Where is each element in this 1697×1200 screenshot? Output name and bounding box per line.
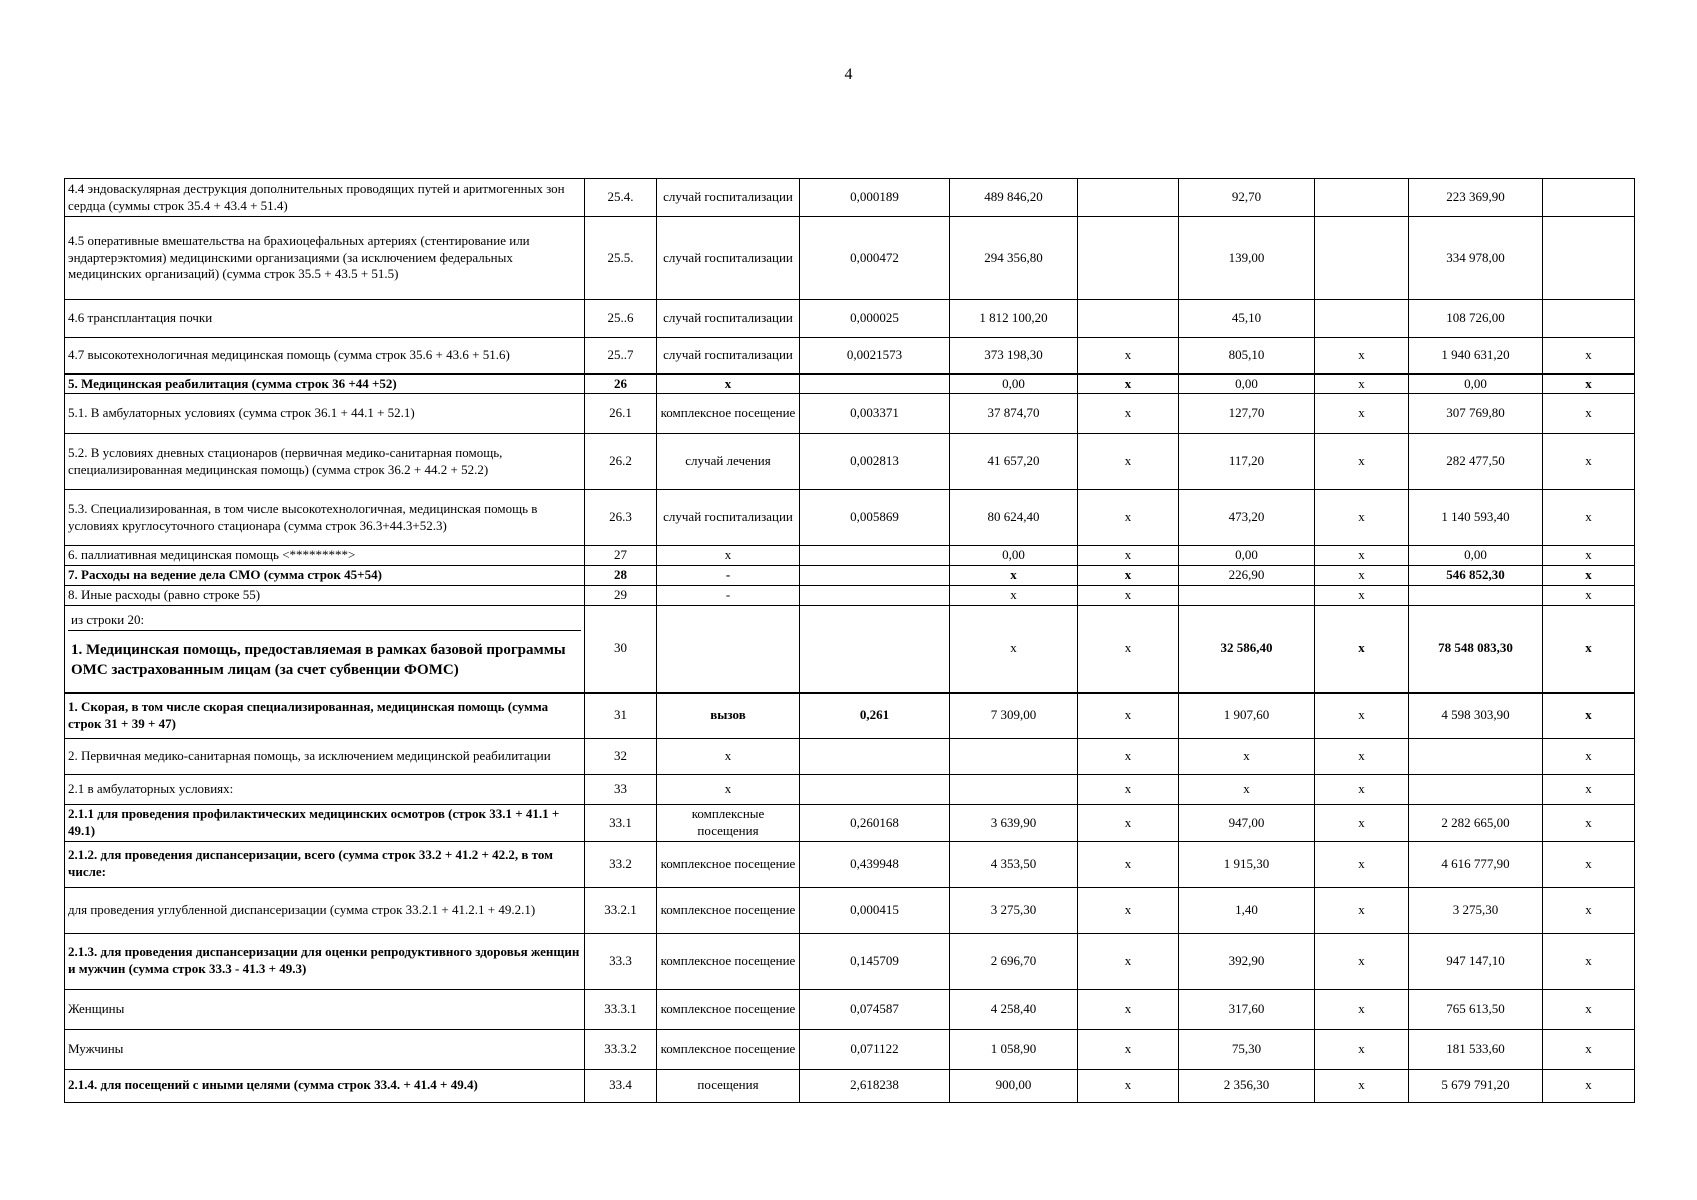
cell-cost: х [950,606,1078,693]
cell-norm: 0,439948 [800,841,950,887]
cell-c8: х [1315,338,1409,374]
cell-c10: х [1543,490,1635,546]
cell-c6: х [1078,586,1179,606]
row-name-cell [65,606,585,693]
row-name-cell: для проведения углубленной диспансеризации (сумма строк 33.2.1 + 41.2.1 + 49.2.1) [65,887,585,933]
cell-norm: 0,000025 [800,300,950,338]
cell-unit: комплексное посещение [657,887,800,933]
cell-c8 [1315,179,1409,217]
cell-code: 25.5. [585,217,657,300]
cell-unit: х [657,546,800,566]
row-name-cell: Мужчины [65,1029,585,1069]
cell-c9: 0,00 [1409,374,1543,394]
cell-norm: 0,074587 [800,989,950,1029]
cell-c8 [1315,300,1409,338]
cell-c9: 334 978,00 [1409,217,1543,300]
cell-c9: 1 140 593,40 [1409,490,1543,546]
row-name-cell: 2.1.3. для проведения диспансеризации для оценки репродуктивного здоровья женщин и мужчин (сумма строк 33.3 - 41.3 + 49.3) [65,933,585,989]
cell-cost: 900,00 [950,1069,1078,1102]
cell-cost: 4 353,50 [950,841,1078,887]
cell-c10: х [1543,374,1635,394]
cell-norm: 0,003371 [800,394,950,434]
cell-c9: 4 598 303,90 [1409,693,1543,739]
table-row [65,179,1635,217]
cell-norm [800,775,950,805]
table-row [65,887,1635,933]
row-name-cell: Женщины [65,989,585,1029]
cell-c10: х [1543,546,1635,566]
cell-c9 [1409,775,1543,805]
table-row [65,586,1635,606]
cell-code: 30 [585,606,657,693]
cell-c8: х [1315,933,1409,989]
cell-cost: 1 812 100,20 [950,300,1078,338]
cell-unit: случай лечения [657,434,800,490]
cell-c6: х [1078,546,1179,566]
row-name-cell: 2.1.2. для проведения диспансеризации, всего (сумма строк 33.2 + 41.2 + 42.2, в том числе: [65,841,585,887]
cell-c10: х [1543,586,1635,606]
cell-unit: посещения [657,1069,800,1102]
row-name-cell: 8. Иные расходы (равно строке 55) [65,586,585,606]
cell-unit: случай госпитализации [657,338,800,374]
cell-unit: х [657,775,800,805]
cell-c8: х [1315,606,1409,693]
cell-unit: случай госпитализации [657,217,800,300]
row-name-cell: 5.2. В условиях дневных стационаров (первичная медико-санитарная помощь, специализированная медицинская помощь) (сумма строк 36.2 + 44.2 + 52.2) [65,434,585,490]
cell-c9: 108 726,00 [1409,300,1543,338]
cell-norm: 0,000415 [800,887,950,933]
cell-c6: х [1078,434,1179,490]
cell-c7: 127,70 [1179,394,1315,434]
cell-cost: 1 058,90 [950,1029,1078,1069]
cell-norm: 0,145709 [800,933,950,989]
cell-c6: х [1078,739,1179,775]
table-row [65,1029,1635,1069]
cell-c10: х [1543,1029,1635,1069]
cell-unit: случай госпитализации [657,300,800,338]
cell-c6: х [1078,566,1179,586]
cell-c7: 805,10 [1179,338,1315,374]
cell-cost: 3 275,30 [950,887,1078,933]
cell-c7: х [1179,739,1315,775]
cell-c8: х [1315,841,1409,887]
cell-code: 33.4 [585,1069,657,1102]
cell-c7: 45,10 [1179,300,1315,338]
cell-cost: х [950,586,1078,606]
table-row [65,394,1635,434]
cell-c10: х [1543,394,1635,434]
row-name-cell: 1. Скорая, в том числе скорая специализированная, медицинская помощь (сумма строк 31 + 39 + 47) [65,693,585,739]
table-row [65,217,1635,300]
cell-norm: 0,261 [800,693,950,739]
row-name-cell: 5.3. Специализированная, в том числе высокотехнологичная, медицинская помощь в условиях круглосуточного стационара (сумма строк 36.3+44.3+52.3) [65,490,585,546]
row-name-cell: 2.1 в амбулаторных условиях: [65,775,585,805]
cell-unit: комплексные посещения [657,805,800,842]
section-header: из строки 20: [68,611,581,631]
table-row [65,933,1635,989]
cell-c10: х [1543,606,1635,693]
cell-c6: х [1078,693,1179,739]
cell-norm: 2,618238 [800,1069,950,1102]
cell-unit: - [657,586,800,606]
row-name-cell: 6. паллиативная медицинская помощь <*********> [65,546,585,566]
table-row [65,300,1635,338]
cell-c8: х [1315,546,1409,566]
cell-c9: 307 769,80 [1409,394,1543,434]
cell-c7: 947,00 [1179,805,1315,842]
cell-c6: х [1078,989,1179,1029]
cell-cost: 373 198,30 [950,338,1078,374]
cell-c8: х [1315,887,1409,933]
cell-c9 [1409,586,1543,606]
cell-c8 [1315,217,1409,300]
row-name-cell: 2.1.1 для проведения профилактических медицинских осмотров (строк 33.1 + 41.1 + 49.1) [65,805,585,842]
page-number: 4 [844,66,853,83]
cell-cost: 294 356,80 [950,217,1078,300]
row-name-cell: 7. Расходы на ведение дела СМО (сумма строк 45+54) [65,566,585,586]
cell-unit: комплексное посещение [657,989,800,1029]
cell-c7: 92,70 [1179,179,1315,217]
cell-unit: комплексное посещение [657,1029,800,1069]
cell-unit [657,606,800,693]
cell-unit: х [657,374,800,394]
cell-c10: х [1543,693,1635,739]
table-row [65,606,1635,693]
cell-c9: 78 548 083,30 [1409,606,1543,693]
cell-code: 33.1 [585,805,657,842]
cell-c6 [1078,179,1179,217]
cell-c8: х [1315,394,1409,434]
cell-c9: 765 613,50 [1409,989,1543,1029]
cell-c9: 181 533,60 [1409,1029,1543,1069]
cell-code: 31 [585,693,657,739]
row-name-cell: 2. Первичная медико-санитарная помощь, за исключением медицинской реабилитации [65,739,585,775]
cell-c10: х [1543,1069,1635,1102]
table-row [65,989,1635,1029]
cell-c9: 282 477,50 [1409,434,1543,490]
cell-c8: х [1315,805,1409,842]
cell-code: 32 [585,739,657,775]
cell-c7: 0,00 [1179,546,1315,566]
cell-code: 26.1 [585,394,657,434]
cell-c8: х [1315,490,1409,546]
cell-cost: 489 846,20 [950,179,1078,217]
cell-norm: 0,000189 [800,179,950,217]
table-row [65,566,1635,586]
cell-cost [950,739,1078,775]
cell-code: 26.2 [585,434,657,490]
table-row [65,338,1635,374]
cell-c6: х [1078,1029,1179,1069]
cell-c10: х [1543,933,1635,989]
cell-cost: 4 258,40 [950,989,1078,1029]
cell-code: 33.2.1 [585,887,657,933]
cell-norm: 0,000472 [800,217,950,300]
cell-cost: х [950,566,1078,586]
cell-c7: 139,00 [1179,217,1315,300]
cell-c7: 0,00 [1179,374,1315,394]
cell-c7: 392,90 [1179,933,1315,989]
cell-c6: х [1078,1069,1179,1102]
cell-code: 33 [585,775,657,805]
cell-unit: случай госпитализации [657,490,800,546]
cell-c10: х [1543,338,1635,374]
cell-c8: х [1315,1069,1409,1102]
table-row [65,693,1635,739]
cell-c6 [1078,300,1179,338]
cell-norm [800,374,950,394]
cell-code: 25.4. [585,179,657,217]
cell-c6: х [1078,606,1179,693]
cell-c9: 3 275,30 [1409,887,1543,933]
cell-c7: 2 356,30 [1179,1069,1315,1102]
row-name: 1. Медицинская помощь, предоставляемая в рамках базовой программы ОМС застрахованным лицам (за счет субвенции ФОМС) [71,642,566,678]
cell-c8: х [1315,693,1409,739]
cell-norm [800,546,950,566]
cell-norm: 0,005869 [800,490,950,546]
table-row [65,434,1635,490]
cell-code: 25..6 [585,300,657,338]
cell-c7: 32 586,40 [1179,606,1315,693]
cell-code: 29 [585,586,657,606]
cell-code: 33.3.2 [585,1029,657,1069]
cell-cost: 37 874,70 [950,394,1078,434]
cell-cost: 2 696,70 [950,933,1078,989]
row-name-cell: 5. Медицинская реабилитация (сумма строк 36 +44 +52) [65,374,585,394]
table-row [65,546,1635,566]
cell-c9: 947 147,10 [1409,933,1543,989]
cell-c8: х [1315,989,1409,1029]
cell-c10: х [1543,434,1635,490]
cell-c7: х [1179,775,1315,805]
cell-cost: 0,00 [950,546,1078,566]
cell-c8: х [1315,739,1409,775]
cell-c10: х [1543,887,1635,933]
cell-c9: 0,00 [1409,546,1543,566]
cell-c9: 2 282 665,00 [1409,805,1543,842]
cell-norm: 0,0021573 [800,338,950,374]
cell-unit: х [657,739,800,775]
cell-c6 [1078,217,1179,300]
cell-c10: х [1543,989,1635,1029]
cell-c9 [1409,739,1543,775]
cell-c6: х [1078,805,1179,842]
cell-c7: 75,30 [1179,1029,1315,1069]
cell-code: 33.3.1 [585,989,657,1029]
cell-c6: х [1078,933,1179,989]
cell-c6: х [1078,338,1179,374]
cell-code: 26 [585,374,657,394]
cell-c8: х [1315,1029,1409,1069]
cell-unit: случай госпитализации [657,179,800,217]
cell-c10: х [1543,805,1635,842]
cell-norm: 0,002813 [800,434,950,490]
cell-c7: 226,90 [1179,566,1315,586]
cell-c9: 546 852,30 [1409,566,1543,586]
cell-code: 33.2 [585,841,657,887]
cell-norm [800,739,950,775]
cell-c10 [1543,179,1635,217]
cell-cost: 3 639,90 [950,805,1078,842]
cell-unit: комплексное посещение [657,933,800,989]
cell-c8: х [1315,374,1409,394]
row-name-cell: 5.1. В амбулаторных условиях (сумма строк 36.1 + 44.1 + 52.1) [65,394,585,434]
cell-c8: х [1315,775,1409,805]
table-row [65,490,1635,546]
cell-c6: х [1078,374,1179,394]
table-row [65,374,1635,394]
cell-cost: 0,00 [950,374,1078,394]
row-name-cell: 2.1.4. для посещений с иными целями (сумма строк 33.4. + 41.4 + 49.4) [65,1069,585,1102]
cell-cost: 41 657,20 [950,434,1078,490]
row-name-cell: 4.4 эндоваскулярная деструкция дополнительных проводящих путей и аритмогенных зон сердца (суммы строк 35.4 + 43.4 + 51.4) [65,179,585,217]
cell-c7: 317,60 [1179,989,1315,1029]
cell-c7: 117,20 [1179,434,1315,490]
cell-cost: 7 309,00 [950,693,1078,739]
cell-c7: 473,20 [1179,490,1315,546]
cell-c7 [1179,586,1315,606]
cell-c9: 5 679 791,20 [1409,1069,1543,1102]
cell-c10: х [1543,566,1635,586]
cell-c7: 1,40 [1179,887,1315,933]
cell-c9: 223 369,90 [1409,179,1543,217]
cell-unit: комплексное посещение [657,394,800,434]
cell-cost: 80 624,40 [950,490,1078,546]
cell-c10 [1543,217,1635,300]
cell-unit: вызов [657,693,800,739]
row-name-cell: 4.6 трансплантация почки [65,300,585,338]
cell-norm [800,586,950,606]
table-row [65,775,1635,805]
tariff-table [64,178,1635,1103]
cell-code: 27 [585,546,657,566]
row-name-cell: 4.7 высокотехнологичная медицинская помощь (сумма строк 35.6 + 43.6 + 51.6) [65,338,585,374]
table-row [65,841,1635,887]
cell-c7: 1 915,30 [1179,841,1315,887]
row-name-cell: 4.5 оперативные вмешательства на брахиоцефальных артериях (стентирование или эндартерэктомия) медицинскими организациями (за исключением федеральных медицинских организаций) (сумма строк 35.5 + 43.5 + 51.5) [65,217,585,300]
cell-c6: х [1078,394,1179,434]
cell-code: 25..7 [585,338,657,374]
table-row [65,805,1635,842]
table-row [65,739,1635,775]
cell-c6: х [1078,887,1179,933]
cell-c10: х [1543,841,1635,887]
cell-code: 26.3 [585,490,657,546]
cell-norm: 0,260168 [800,805,950,842]
cell-c7: 1 907,60 [1179,693,1315,739]
cell-norm [800,566,950,586]
cell-unit: - [657,566,800,586]
cell-c9: 1 940 631,20 [1409,338,1543,374]
cell-unit: комплексное посещение [657,841,800,887]
cell-code: 33.3 [585,933,657,989]
cell-c10 [1543,300,1635,338]
cell-cost [950,775,1078,805]
cell-c6: х [1078,841,1179,887]
cell-c6: х [1078,490,1179,546]
cell-c8: х [1315,434,1409,490]
cell-c9: 4 616 777,90 [1409,841,1543,887]
cell-c8: х [1315,566,1409,586]
cell-c10: х [1543,739,1635,775]
cell-code: 28 [585,566,657,586]
cell-norm [800,606,950,693]
cell-norm: 0,071122 [800,1029,950,1069]
cell-c8: х [1315,586,1409,606]
cell-c10: х [1543,775,1635,805]
cell-c6: х [1078,775,1179,805]
table-row [65,1069,1635,1102]
